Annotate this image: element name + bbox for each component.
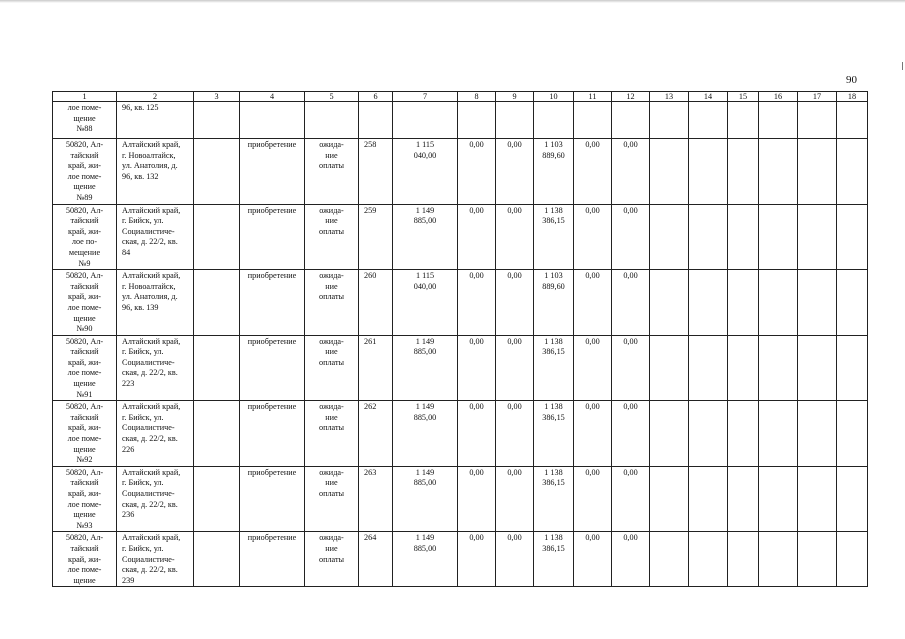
table-cell <box>759 466 798 532</box>
table-cell: лое поме- щение №88 <box>53 102 117 139</box>
table-cell: Алтайский край, г. Бийск, ул. Социалистиче- ская, д. 22/2, кв. 223 <box>117 335 194 401</box>
table-cell <box>798 401 837 467</box>
scan-edge <box>0 0 905 3</box>
scan-mark <box>902 62 903 70</box>
table-cell: приобретение <box>240 139 305 205</box>
table-cell: 50820, Ал- тайский край, жи- лое поме- щение №93 <box>53 466 117 532</box>
table-cell <box>393 102 458 139</box>
table-cell <box>759 102 798 139</box>
table-cell: 0,00 <box>612 204 650 270</box>
table-row <box>53 139 868 205</box>
table-cell <box>574 102 612 139</box>
table-cell <box>194 139 240 205</box>
table-cell: 0,00 <box>612 466 650 532</box>
column-header: 1 <box>53 92 117 102</box>
table-cell: Алтайский край, г. Бийск, ул. Социалистиче- ская, д. 22/2, кв. 226 <box>117 401 194 467</box>
table-cell <box>837 139 868 205</box>
table-cell: приобретение <box>240 335 305 401</box>
table-cell: 1 149 885,00 <box>393 532 458 587</box>
table-cell <box>612 102 650 139</box>
table-cell <box>728 532 759 587</box>
column-header: 4 <box>240 92 305 102</box>
table-cell <box>194 270 240 336</box>
table-cell: 1 115 040,00 <box>393 270 458 336</box>
column-header: 13 <box>650 92 689 102</box>
table-cell <box>650 102 689 139</box>
table-cell: 1 138 386,15 <box>534 401 574 467</box>
table-cell: ожида- ние оплаты <box>305 139 359 205</box>
table-cell <box>837 204 868 270</box>
column-header: 18 <box>837 92 868 102</box>
column-header: 12 <box>612 92 650 102</box>
table-cell: 0,00 <box>574 401 612 467</box>
table-cell: 262 <box>359 401 393 467</box>
table-cell <box>728 401 759 467</box>
table-cell: ожида- ние оплаты <box>305 401 359 467</box>
table-body <box>53 102 868 587</box>
table-row <box>53 102 868 139</box>
table-cell <box>728 466 759 532</box>
table-cell <box>689 270 728 336</box>
table-cell: 0,00 <box>458 270 496 336</box>
table-cell <box>496 102 534 139</box>
table-cell <box>650 270 689 336</box>
column-header: 6 <box>359 92 393 102</box>
table-cell <box>837 102 868 139</box>
table-cell <box>650 335 689 401</box>
table-cell: ожида- ние оплаты <box>305 466 359 532</box>
table-cell: 0,00 <box>496 401 534 467</box>
table-cell: 1 149 885,00 <box>393 335 458 401</box>
table-cell: 0,00 <box>458 532 496 587</box>
table-cell: 0,00 <box>574 270 612 336</box>
column-header: 8 <box>458 92 496 102</box>
table-cell: Алтайский край, г. Бийск, ул. Социалистиче- ская, д. 22/2, кв. 239 <box>117 532 194 587</box>
table-cell: 0,00 <box>496 466 534 532</box>
table-cell <box>194 102 240 139</box>
table-cell: 50820, Ал- тайский край, жи- лое поме- щение <box>53 532 117 587</box>
table-cell: 50820, Ал- тайский край, жи- лое поме- щение №91 <box>53 335 117 401</box>
table-cell: 0,00 <box>574 204 612 270</box>
table-cell: 0,00 <box>496 204 534 270</box>
table-cell: 264 <box>359 532 393 587</box>
table-cell: 0,00 <box>458 139 496 205</box>
table-cell: ожида- ние оплаты <box>305 270 359 336</box>
table-cell <box>759 139 798 205</box>
table-cell: 50820, Ал- тайский край, жи- лое поме- щение №90 <box>53 270 117 336</box>
table-cell <box>728 102 759 139</box>
table-cell <box>359 102 393 139</box>
table-cell: ожида- ние оплаты <box>305 335 359 401</box>
table-cell: 0,00 <box>458 466 496 532</box>
table-cell: 1 138 386,15 <box>534 335 574 401</box>
table-cell: Алтайский край, г. Бийск, ул. Социалистиче- ская, д. 22/2, кв. 84 <box>117 204 194 270</box>
page-number: 90 <box>846 74 857 86</box>
table-cell <box>689 532 728 587</box>
table-cell <box>759 270 798 336</box>
table-cell <box>837 532 868 587</box>
table-cell: приобретение <box>240 270 305 336</box>
column-header: 5 <box>305 92 359 102</box>
table-cell <box>650 466 689 532</box>
table-cell: 0,00 <box>458 401 496 467</box>
table-cell: ожида- ние оплаты <box>305 204 359 270</box>
table-cell: ожида- ние оплаты <box>305 532 359 587</box>
table-cell: 1 138 386,15 <box>534 204 574 270</box>
table-cell <box>689 466 728 532</box>
column-header: 14 <box>689 92 728 102</box>
column-header: 2 <box>117 92 194 102</box>
column-header: 11 <box>574 92 612 102</box>
table-cell <box>689 102 728 139</box>
column-header: 10 <box>534 92 574 102</box>
column-header: 15 <box>728 92 759 102</box>
table-cell: 1 138 386,15 <box>534 532 574 587</box>
table-cell <box>305 102 359 139</box>
table-cell: 259 <box>359 204 393 270</box>
header-row <box>53 92 868 102</box>
table-cell: 0,00 <box>458 204 496 270</box>
table-cell: 50820, Ал- тайский край, жи- лое поме- щение №89 <box>53 139 117 205</box>
table-cell: 1 138 386,15 <box>534 466 574 532</box>
table-cell <box>798 102 837 139</box>
table-cell <box>194 466 240 532</box>
table-row <box>53 466 868 532</box>
table-cell: 0,00 <box>458 335 496 401</box>
table-cell: 258 <box>359 139 393 205</box>
table-cell <box>728 335 759 401</box>
table-cell: 1 103 889,60 <box>534 270 574 336</box>
table-cell <box>194 532 240 587</box>
table-cell <box>759 401 798 467</box>
table-cell: 0,00 <box>496 270 534 336</box>
table-cell <box>837 466 868 532</box>
table-cell <box>650 532 689 587</box>
table-cell <box>798 532 837 587</box>
table-cell <box>837 335 868 401</box>
table-cell <box>759 335 798 401</box>
table-cell: 0,00 <box>574 466 612 532</box>
table-cell <box>240 102 305 139</box>
table-cell <box>650 139 689 205</box>
table-cell <box>689 401 728 467</box>
table-cell: 0,00 <box>574 532 612 587</box>
table-cell <box>689 204 728 270</box>
table-cell: 0,00 <box>574 335 612 401</box>
table-cell <box>798 270 837 336</box>
column-header: 17 <box>798 92 837 102</box>
table-cell <box>650 401 689 467</box>
table-cell: 1 103 889,60 <box>534 139 574 205</box>
table-cell <box>798 335 837 401</box>
table-cell <box>728 270 759 336</box>
table-cell: 1 115 040,00 <box>393 139 458 205</box>
table-cell <box>798 466 837 532</box>
table-cell: 96, кв. 125 <box>117 102 194 139</box>
table-row <box>53 335 868 401</box>
table-cell: 0,00 <box>496 532 534 587</box>
table-cell: 0,00 <box>612 270 650 336</box>
column-header: 3 <box>194 92 240 102</box>
table-cell: 50820, Ал- тайский край, жи- лое поме- щение №92 <box>53 401 117 467</box>
table-cell <box>194 335 240 401</box>
table-cell <box>689 139 728 205</box>
table-cell: 263 <box>359 466 393 532</box>
table-cell: 0,00 <box>574 139 612 205</box>
table-cell: 1 149 885,00 <box>393 401 458 467</box>
table-cell <box>759 532 798 587</box>
table-cell: 0,00 <box>612 401 650 467</box>
table-cell: приобретение <box>240 532 305 587</box>
table-cell <box>837 401 868 467</box>
table-cell <box>194 204 240 270</box>
table-cell <box>650 204 689 270</box>
table-cell <box>689 335 728 401</box>
table-row <box>53 204 868 270</box>
data-table <box>52 91 868 587</box>
table-cell: 1 149 885,00 <box>393 204 458 270</box>
table-cell <box>458 102 496 139</box>
column-header: 7 <box>393 92 458 102</box>
table-cell: 261 <box>359 335 393 401</box>
table-cell: приобретение <box>240 401 305 467</box>
table-cell <box>728 204 759 270</box>
table-cell <box>534 102 574 139</box>
table-cell: 260 <box>359 270 393 336</box>
table-cell: приобретение <box>240 466 305 532</box>
table-cell: Алтайский край, г. Новоалтайск, ул. Анатолия, д. 96, кв. 139 <box>117 270 194 336</box>
table-cell <box>759 204 798 270</box>
table-row <box>53 401 868 467</box>
table-row <box>53 270 868 336</box>
table-cell: 0,00 <box>612 532 650 587</box>
column-header: 9 <box>496 92 534 102</box>
table-cell: 0,00 <box>612 139 650 205</box>
table-cell <box>194 401 240 467</box>
table-cell <box>798 204 837 270</box>
table-cell: 1 149 885,00 <box>393 466 458 532</box>
table-cell: 0,00 <box>496 335 534 401</box>
table-cell: Алтайский край, г. Новоалтайск, ул. Анатолия, д. 96, кв. 132 <box>117 139 194 205</box>
table-cell <box>837 270 868 336</box>
table-cell: 0,00 <box>612 335 650 401</box>
table-cell: 50820, Ал- тайский край, жи- лое по- мещение №9 <box>53 204 117 270</box>
table-cell <box>798 139 837 205</box>
column-header: 16 <box>759 92 798 102</box>
table-cell: Алтайский край, г. Бийск, ул. Социалистиче- ская, д. 22/2, кв. 236 <box>117 466 194 532</box>
table-cell <box>728 139 759 205</box>
table-row <box>53 532 868 587</box>
table-cell: приобретение <box>240 204 305 270</box>
table-cell: 0,00 <box>496 139 534 205</box>
